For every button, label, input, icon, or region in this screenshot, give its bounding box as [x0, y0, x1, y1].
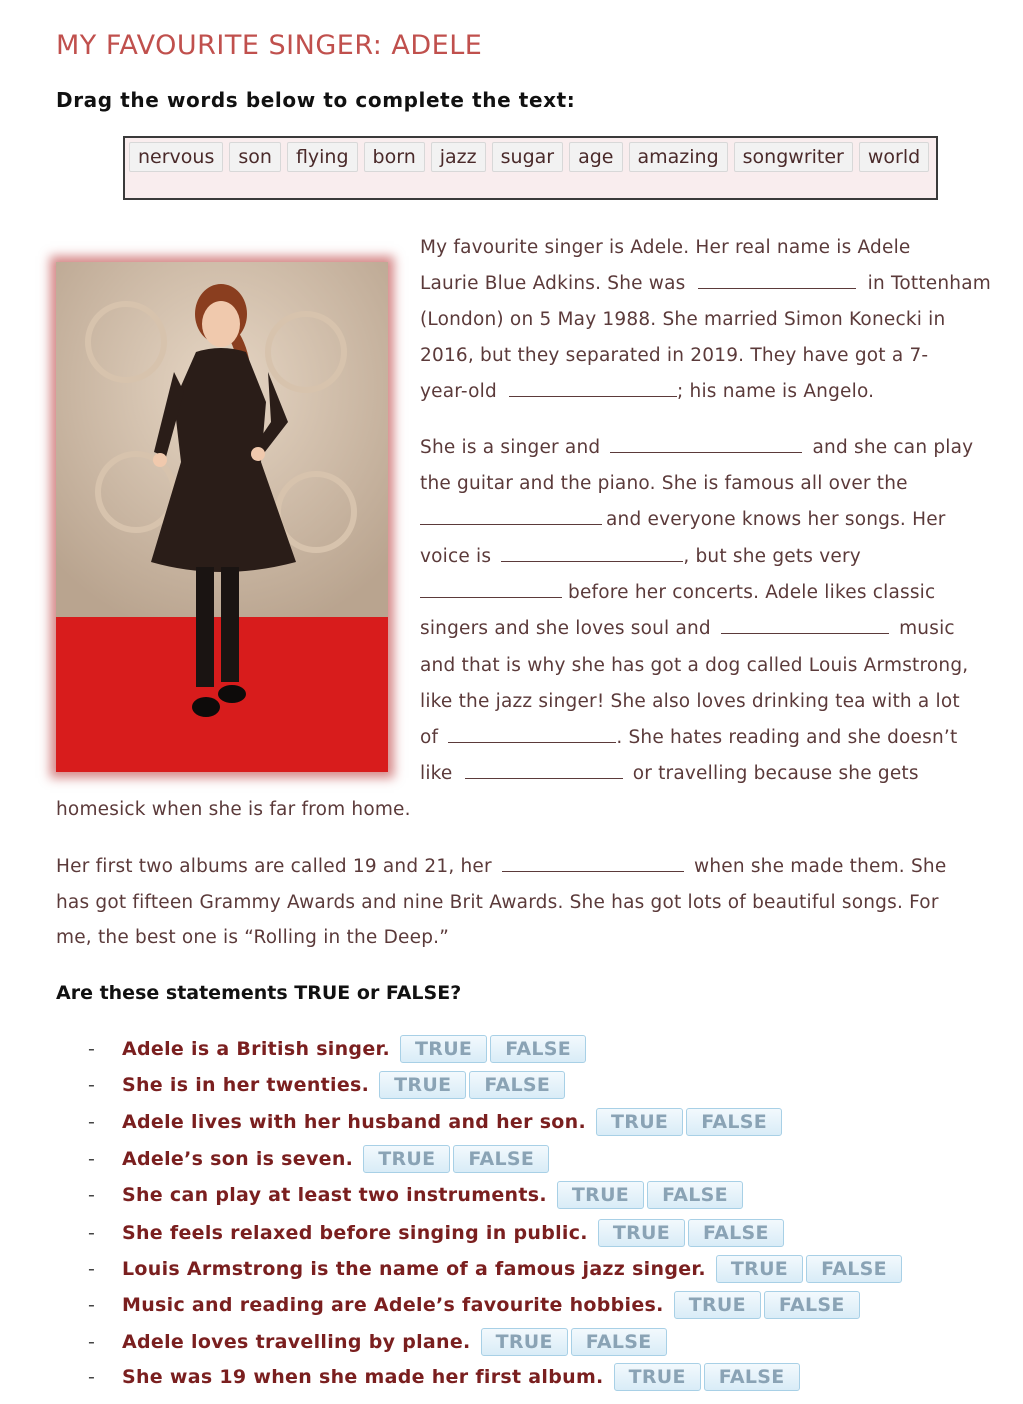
p2-line4-b: , but she gets very	[683, 546, 861, 567]
drag-instruction: Drag the words below to complete the text:	[56, 88, 576, 112]
word-tile-amazing[interactable]: amazing	[629, 142, 728, 172]
true-button[interactable]: TRUE	[674, 1291, 761, 1319]
page-title: MY FAVOURITE SINGER: ADELE	[56, 30, 483, 61]
true-button[interactable]: TRUE	[614, 1363, 701, 1391]
word-tile-flying[interactable]: flying	[287, 142, 358, 172]
p1-line2-b: in Tottenham	[867, 273, 991, 294]
statement-row	[88, 1180, 746, 1210]
dash-bullet: -	[88, 1184, 96, 1206]
word-tile-born[interactable]: born	[364, 142, 425, 172]
dash-bullet: -	[88, 1258, 96, 1280]
p1-line3: (London) on 5 May 1988. She married Simon Konecki in	[420, 309, 946, 330]
blank-world-slot[interactable]	[420, 509, 602, 525]
dash-bullet: -	[88, 1366, 96, 1388]
p1-line5-a: year-old	[420, 381, 497, 402]
statement-text: Adele’s son is seven.	[122, 1148, 354, 1170]
statement-row	[88, 1034, 589, 1064]
word-tile-world[interactable]: world	[859, 142, 929, 172]
p1-line1: My favourite singer is Adele. Her real name is Adele	[420, 237, 911, 258]
p1-line2	[420, 273, 991, 294]
false-button[interactable]: FALSE	[704, 1363, 800, 1391]
p2-line11: homesick when she is far from home.	[56, 799, 411, 820]
statement-row	[88, 1327, 670, 1357]
p2-line9-a: of	[420, 727, 439, 748]
blank-flying-slot[interactable]	[465, 763, 623, 779]
p2-line9	[420, 727, 957, 748]
statement-row	[88, 1070, 568, 1100]
statement-text: She is in her twenties.	[122, 1074, 370, 1096]
dash-bullet: -	[88, 1038, 96, 1060]
p2-line5-b: before her concerts. Adele likes classic	[568, 582, 936, 603]
p1-line4: 2016, but they separated in 2019. They have got a 7-	[420, 345, 929, 366]
false-button[interactable]: FALSE	[688, 1219, 784, 1247]
false-button[interactable]: FALSE	[571, 1328, 667, 1356]
dash-bullet: -	[88, 1294, 96, 1316]
p3-line1	[56, 856, 946, 877]
word-tile-sugar[interactable]: sugar	[492, 142, 563, 172]
p2-line10	[420, 763, 919, 784]
statement-row	[88, 1144, 552, 1174]
word-tile-jazz[interactable]: jazz	[431, 142, 486, 172]
statement-text: Adele loves travelling by plane.	[122, 1331, 471, 1353]
blank-born-slot[interactable]	[698, 273, 856, 289]
word-tile-age[interactable]: age	[569, 142, 622, 172]
false-button[interactable]: FALSE	[469, 1071, 565, 1099]
word-tile-songwriter[interactable]: songwriter	[734, 142, 853, 172]
p2-line4-a: voice is	[420, 546, 492, 567]
statement-text: She can play at least two instruments.	[122, 1184, 547, 1206]
statement-row	[88, 1254, 905, 1284]
p2-line8: like the jazz singer! She also loves drinking tea with a lot	[420, 691, 960, 712]
p2-line6	[420, 618, 955, 639]
blank-age-slot[interactable]	[502, 856, 684, 872]
p2-line10-b: or travelling because she gets	[632, 763, 919, 784]
statement-text: Louis Armstrong is the name of a famous jazz singer.	[122, 1258, 706, 1280]
blank-songwriter-slot[interactable]	[610, 437, 802, 453]
dash-bullet: -	[88, 1074, 96, 1096]
p3-line2: has got fifteen Grammy Awards and nine Brit Awards. She has got lots of beautiful songs. For	[56, 892, 939, 913]
dash-bullet: -	[88, 1111, 96, 1133]
word-tile-nervous[interactable]: nervous	[129, 142, 223, 172]
true-button[interactable]: TRUE	[379, 1071, 466, 1099]
p1-line5-b: ; his name is Angelo.	[677, 381, 875, 402]
questions-heading: Are these statements TRUE or FALSE?	[56, 982, 462, 1004]
p2-line7: and that is why she has got a dog called Louis Armstrong,	[420, 655, 969, 676]
true-button[interactable]: TRUE	[400, 1035, 487, 1063]
false-button[interactable]: FALSE	[686, 1108, 782, 1136]
statement-text: Music and reading are Adele’s favourite hobbies.	[122, 1294, 664, 1316]
statement-text: She feels relaxed before singing in public.	[122, 1222, 588, 1244]
statement-text: She was 19 when she made her first album.	[122, 1366, 604, 1388]
p2-line9-b: . She hates reading and she doesn’t	[616, 727, 958, 748]
blank-nervous-slot[interactable]	[420, 582, 562, 598]
dash-bullet: -	[88, 1148, 96, 1170]
statement-text: Adele lives with her husband and her son.	[122, 1111, 587, 1133]
statement-row	[88, 1362, 803, 1392]
dash-bullet: -	[88, 1331, 96, 1353]
dash-bullet: -	[88, 1222, 96, 1244]
p3-line1-b: when she made them. She	[693, 856, 947, 877]
p2-line10-a: like	[420, 763, 453, 784]
p1-line2-a: Laurie Blue Adkins. She was	[420, 273, 686, 294]
p2-line4	[420, 546, 861, 567]
p3-line1-a: Her first two albums are called 19 and 21, her	[56, 856, 492, 877]
blank-son-slot[interactable]	[509, 381, 677, 397]
true-button[interactable]: TRUE	[598, 1219, 685, 1247]
p2-line1-b: and she can play	[812, 437, 974, 458]
statement-row	[88, 1290, 863, 1320]
true-button[interactable]: TRUE	[596, 1108, 683, 1136]
p2-line6-b: music	[899, 618, 955, 639]
p2-line6-a: singers and she loves soul and	[420, 618, 711, 639]
p2-line5	[420, 582, 935, 603]
p2-line2: the guitar and the piano. She is famous all over the	[420, 473, 908, 494]
false-button[interactable]: FALSE	[490, 1035, 586, 1063]
word-bank	[123, 136, 938, 200]
false-button[interactable]: FALSE	[453, 1145, 549, 1173]
true-button[interactable]: TRUE	[481, 1328, 568, 1356]
false-button[interactable]: FALSE	[647, 1181, 743, 1209]
statement-row	[88, 1107, 785, 1137]
word-tile-son[interactable]: son	[229, 142, 281, 172]
true-button[interactable]: TRUE	[557, 1181, 644, 1209]
statement-text: Adele is a British singer.	[122, 1038, 391, 1060]
false-button[interactable]: FALSE	[806, 1255, 902, 1283]
statement-row	[88, 1218, 787, 1248]
true-button[interactable]: TRUE	[363, 1145, 450, 1173]
blank-amazing-slot[interactable]	[501, 546, 683, 562]
p2-line1	[420, 437, 973, 458]
p2-line1-a: She is a singer and	[420, 437, 601, 458]
false-button[interactable]: FALSE	[764, 1291, 860, 1319]
p2-line3	[420, 509, 946, 530]
true-button[interactable]: TRUE	[716, 1255, 803, 1283]
singer-photo	[56, 262, 388, 772]
p2-line3-b: and everyone knows her songs. Her	[606, 509, 946, 530]
blank-jazz-slot[interactable]	[721, 618, 889, 634]
p1-line5	[420, 381, 874, 402]
blank-sugar-slot[interactable]	[448, 727, 616, 743]
p3-line3: me, the best one is “Rolling in the Deep.”	[56, 927, 449, 948]
